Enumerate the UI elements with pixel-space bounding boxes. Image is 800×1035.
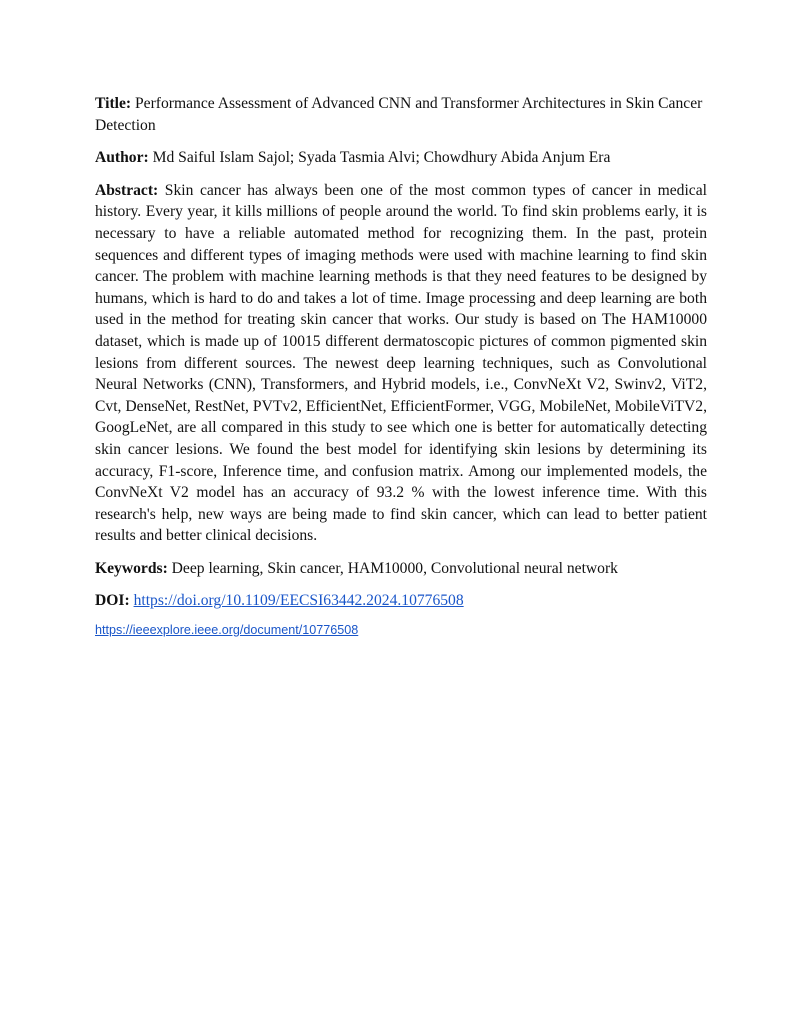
paper-metadata [95, 93, 707, 650]
paper-title: Performance Assessment of Advanced CNN and Transformer Architectures in Skin Cancer Detection [95, 95, 703, 134]
ieee-link-line [95, 621, 707, 639]
keywords-text: Deep learning, Skin cancer, HAM10000, Convolutional neural network [171, 559, 618, 577]
author-line [95, 147, 707, 169]
abstract-text: Skin cancer has always been one of the most common types of cancer in medical history. Every year, it kills millions of people around the world. To find skin problems early, it is necessary to have a reliable automated method for recognizing them. In the past, protein sequences and different types of imaging methods were used with machine learning to find skin cancer. The problem with machine learning methods is that they need features to be designed by humans, which is hard to do and takes a lot of time. Image processing and deep learning are both used in the method for treating skin cancer that works. Our study is based on The HAM10000 dataset, which is made up of 10015 different dermatoscopic pictures of common pigmented skin lesions from different sources. The newest deep learning techniques, such as Convolutional Neural Networks (CNN), Transformers, and Hybrid models, i.e., ConvNeXt V2, Swinv2, ViT2, Cvt, DenseNet, RestNet, PVTv2, EfficientNet, EfficientFormer, VGG, MobileNet, MobileViTV2, GoogLeNet, are all compared in this study to see which one is better for automatically detecting skin cancer lesions. We found the best model for identifying skin lesions by determining its accuracy, F1-score, Inference time, and confusion matrix. Among our implemented models, the ConvNeXt V2 model has an accuracy of 93.2 % with the lowest inference time. With this research's help, new ways are being made to find skin cancer, which can lead to better patient results and better clinical decisions. [95, 181, 707, 545]
keywords-label: Keywords: [95, 559, 168, 577]
author-names: Md Saiful Islam Sajol; Syada Tasmia Alvi; Chowdhury Abida Anjum Era [152, 149, 611, 167]
abstract-label: Abstract: [95, 181, 159, 199]
title-label: Title: [95, 95, 132, 112]
author-label: Author: [95, 149, 149, 167]
ieee-link[interactable]: https://ieeexplore.ieee.org/document/10776508 [95, 623, 359, 638]
keywords-line [95, 558, 707, 580]
doi-label: DOI: [95, 592, 130, 610]
doi-link[interactable]: https://doi.org/10.1109/EECSI63442.2024.10776508 [133, 592, 464, 610]
abstract-paragraph [95, 180, 707, 547]
title-line [95, 93, 707, 136]
doi-line [95, 590, 707, 612]
